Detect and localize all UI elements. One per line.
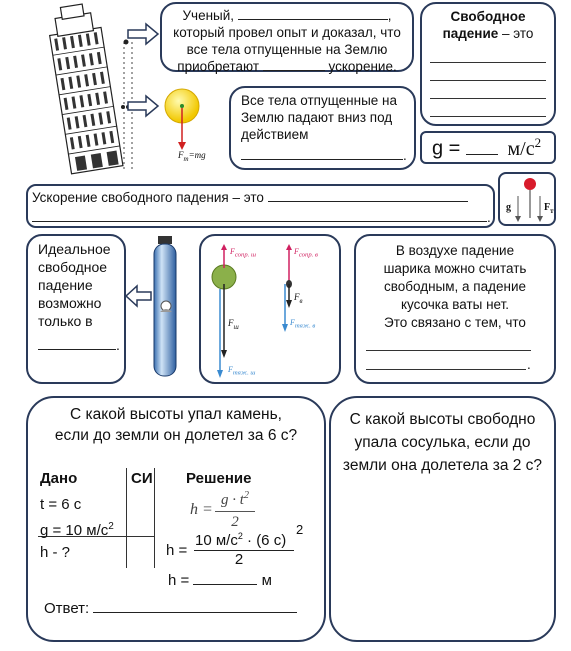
scientist-name-blank[interactable] [238, 19, 388, 20]
g-unit: м/с [507, 137, 535, 160]
force-tail: . [403, 148, 407, 163]
force-line2: Землю падают вниз под [241, 110, 393, 125]
solution-header: Решение [186, 470, 252, 487]
problem1-question-line: С какой высоты упал камень, [70, 406, 282, 423]
scientist-line4-tail: ускорение. [324, 59, 397, 74]
gravity-force-label [178, 150, 206, 163]
arrow-right-icon [128, 96, 160, 116]
calc-exp: 2 [296, 522, 304, 537]
given-header: Дано [40, 470, 78, 487]
formula-numerator [215, 490, 255, 509]
solution-divider [154, 468, 155, 568]
label-resist-ball [230, 247, 256, 259]
wool-weight-symbol: F [294, 292, 300, 302]
ideal-line: Идеальное [38, 241, 111, 257]
given-unknown: h - ? [40, 544, 71, 561]
ideal-blank[interactable] [38, 349, 116, 350]
ball-weight-symbol: F [228, 318, 234, 328]
explain-line: свободным, а падение [383, 279, 526, 294]
scientist-line4: приобретают [177, 59, 263, 74]
explain-line: В воздухе падение [395, 243, 515, 258]
problem-stone-question [26, 404, 326, 446]
given-g-text: g = 10 м/с [40, 522, 109, 539]
calc-h: h = [166, 542, 188, 559]
resist-wool-sub: сопр. в [298, 251, 318, 259]
formula-h: h = [190, 501, 213, 518]
gravity-wool-symbol: F [290, 318, 295, 327]
acceleration-blank[interactable] [263, 70, 325, 71]
result-h: h = [168, 572, 194, 589]
given-g [40, 516, 114, 542]
gravity-ball-symbol: F [228, 365, 233, 374]
label-gravity-ball [228, 365, 255, 377]
explain-line: Это связано с тем, что [384, 315, 526, 330]
force-line1: Все тела отпущенные на [241, 93, 397, 108]
ball-weight-sub: ш [233, 322, 239, 331]
answer-line[interactable] [430, 80, 546, 81]
explain-line: шарика можно считать [383, 261, 527, 276]
free-fall-title-bold: падение [442, 26, 499, 41]
vector-diagram-box [498, 172, 556, 226]
acceleration-def-tail: . [487, 210, 491, 225]
answer-blank[interactable] [93, 612, 297, 613]
explain-blank[interactable] [366, 350, 531, 351]
given-g-exp: 2 [108, 521, 114, 532]
ideal-line: возможно [38, 295, 102, 311]
answer-row [44, 600, 297, 617]
free-fall-definition-box [420, 2, 556, 126]
acceleration-def-blank[interactable] [268, 201, 468, 202]
scientist-line1: Ученый, [182, 8, 238, 23]
scientist-line3: все тела отпущенные на Землю [186, 42, 388, 57]
air-explanation-box [354, 234, 556, 384]
problem-icicle-question [329, 408, 556, 477]
calc-num-exp: 2 [237, 531, 243, 541]
problem1-question-line: если до земли он долетел за 6 с? [54, 427, 298, 444]
ideal-line: только в [38, 313, 93, 329]
g-unit-exp: 2 [534, 135, 542, 150]
calc-num-mid: · (6 с) [242, 532, 287, 549]
ideal-free-fall-box [26, 234, 126, 384]
formula-num-text: g · t [221, 492, 244, 508]
acceleration-def-text: Ускорение свободного падения – это [32, 190, 264, 205]
ideal-line: свободное [38, 259, 108, 275]
gravity-force-symbol: F [178, 150, 184, 160]
answer-line[interactable] [430, 62, 546, 63]
formula-num-exp: 2 [243, 490, 249, 501]
newton-tube-illustration [148, 234, 184, 384]
problem2-line: С какой высоты свободно [349, 411, 536, 428]
force-blank[interactable] [241, 143, 403, 160]
resist-ball-symbol: F [230, 247, 235, 256]
resist-ball-sub: сопр. ш [234, 251, 257, 259]
label-ball-weight [228, 318, 239, 331]
free-fall-title-rest: – это [498, 26, 534, 41]
ideal-line: падение [38, 277, 93, 293]
gravity-wool-sub: тяж. в [294, 322, 316, 330]
wool-weight-sub: в [299, 296, 303, 305]
explain-tail: . [527, 357, 531, 372]
resist-wool-symbol: F [294, 247, 299, 256]
explain-blank[interactable] [366, 369, 526, 370]
comma: , [387, 8, 392, 23]
scientist-line2: который провел опыт и доказал, что [173, 25, 401, 40]
gravity-ball-sub: тяж. ш [232, 369, 256, 377]
acceleration-definition-box [26, 184, 495, 228]
gravity-force-eq: =mg [188, 150, 206, 160]
air-resistance-diagram [199, 234, 341, 384]
answer-line[interactable] [430, 98, 546, 99]
given-time: t = 6 с [40, 496, 82, 513]
force-question-box [229, 86, 416, 170]
answer-line[interactable] [430, 116, 546, 117]
calc-numerator [195, 531, 286, 549]
label-wool-weight [294, 292, 303, 305]
result-row [168, 572, 272, 589]
acceleration-def-blank-2[interactable] [32, 206, 487, 222]
gravity-vector-sub: т [550, 207, 554, 215]
answer-label: Ответ: [44, 600, 94, 617]
label-resist-wool [294, 247, 318, 259]
g-formula-box [420, 131, 556, 164]
free-fall-title: Свободное [450, 9, 526, 24]
explain-line: кусочка ваты нет. [400, 297, 510, 312]
scientist-question-box [160, 2, 414, 72]
si-divider [126, 468, 127, 568]
gravity-force-sub: т [183, 154, 189, 163]
problem2-line: земли она долетела за 2 с? [342, 457, 543, 474]
g-symbol: g = [432, 137, 466, 160]
calc-num-text: 10 м/с [195, 532, 238, 549]
label-gravity-wool [290, 318, 315, 330]
problem2-line: упала сосулька, если до [354, 434, 531, 451]
si-header: СИ [131, 470, 153, 487]
gravity-vector-label [544, 202, 554, 215]
formula-fraction-bar [215, 511, 255, 512]
result-blank[interactable] [193, 584, 257, 585]
formula-denominator: 2 [231, 514, 239, 530]
g-vector-label: g [506, 202, 511, 213]
gravity-vector-symbol: F [544, 202, 551, 213]
ideal-tail: . [116, 337, 120, 353]
g-value-blank[interactable] [466, 154, 498, 155]
ball-vector-icon [500, 174, 558, 228]
g-formula [432, 135, 541, 161]
result-unit: м [257, 572, 272, 589]
arrow-right-icon [128, 24, 160, 44]
force-line3: действием [241, 127, 309, 142]
calc-denominator: 2 [234, 551, 244, 568]
given-list [40, 494, 114, 564]
